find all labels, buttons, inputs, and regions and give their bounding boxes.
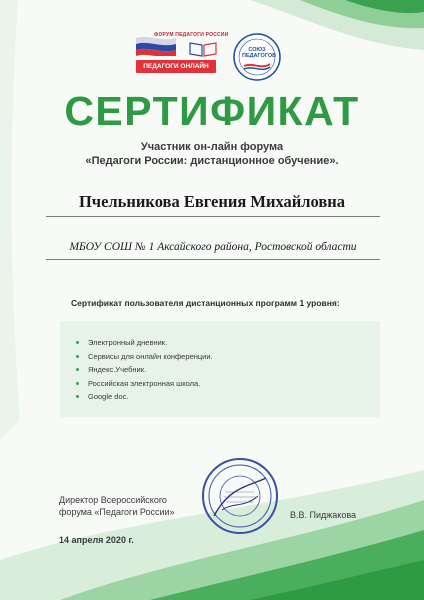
book-icon (188, 39, 218, 57)
certificate-title: СЕРТИФИКАТ (64, 88, 360, 134)
list-item (76, 390, 213, 404)
list-item (76, 336, 213, 350)
director-title (59, 494, 175, 518)
bullet-icon (76, 395, 79, 398)
signer-name: В.В. Пиджакова (290, 510, 357, 520)
list-item (76, 363, 213, 377)
list-item-label: Яндекс.Учебник. (88, 365, 147, 374)
list-item-label: Российская электронная школа. (88, 378, 201, 388)
bullet-icon (76, 382, 79, 385)
list-item (76, 350, 213, 364)
bullet-icon (76, 355, 79, 358)
bullet-icon (76, 341, 79, 344)
forum-badge: ПЕДАГОГИ ОНЛАЙН (136, 60, 216, 73)
list-item-label: Сервисы для онлайн конференции. (88, 351, 213, 361)
organization-underline (46, 259, 380, 260)
official-stamp (200, 456, 280, 536)
union-logo (232, 32, 282, 82)
bullet-icon (76, 368, 79, 371)
union-label: СОЮЗ ПЕДАГОГОВ (242, 47, 277, 59)
certificate-subtitle (40, 140, 384, 168)
name-underline (46, 216, 380, 217)
subtitle-line-1: Участник он-лайн форума (140, 141, 284, 153)
programs-list (76, 336, 213, 404)
director-line-2: форума «Педагоги России» (59, 507, 175, 517)
programs-title: Сертификат пользователя дистанционных программ 1 уровня: (71, 298, 340, 308)
list-item-label: Электронный дневник. (88, 338, 168, 347)
issue-date: 14 апреля 2020 г. (59, 535, 134, 545)
recipient-name: Пчельникова Евгения Михайловна (78, 192, 346, 211)
director-line-1: Директор Всероссийского (59, 495, 167, 505)
list-item (76, 377, 213, 391)
list-item-label: Google doc. (88, 392, 129, 401)
forum-logo-text: ФОРУМ ПЕДАГОГИ РОССИИ (154, 32, 229, 38)
subtitle-line-2: «Педагоги России: дистанционное обучение». (85, 155, 339, 167)
organization: МБОУ СОШ № 1 Аксайского района, Ростовской области (69, 241, 357, 253)
forum-logo (136, 32, 229, 76)
